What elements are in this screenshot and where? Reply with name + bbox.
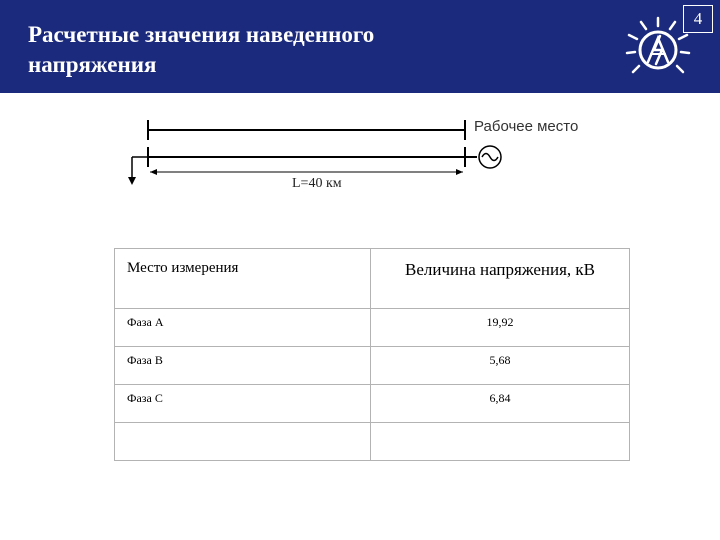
voltage-value: 5,68 [371,347,630,385]
table-row [115,309,630,347]
header-bar [0,0,720,93]
empty-cell [371,423,630,461]
voltage-table [114,248,630,461]
title-line-2: напряжения [28,52,157,77]
voltage-value: 6,84 [371,385,630,423]
table-header-row [115,249,630,309]
ac-source-icon [479,146,501,168]
length-label: L=40 км [292,176,342,191]
page-number: 4 [683,5,713,33]
power-company-logo-icon [624,14,692,82]
length-dimension-arrow [150,169,463,175]
table-row [115,385,630,423]
empty-cell [115,423,371,461]
ground-arrow-icon [128,157,148,185]
title-line-1: Расчетные значения наведенного [28,22,375,47]
header-voltage-value: Величина напряжения, кВ [371,249,630,309]
phase-label: Фаза В [115,347,371,385]
phase-label: Фаза А [115,309,371,347]
voltage-value: 19,92 [371,309,630,347]
header-measurement-place: Место измерения [115,249,371,309]
table-row-empty [115,423,630,461]
table-row [115,347,630,385]
phase-label: Фаза С [115,385,371,423]
work-place-label: Рабочее место [474,118,579,135]
page-title [28,20,588,80]
